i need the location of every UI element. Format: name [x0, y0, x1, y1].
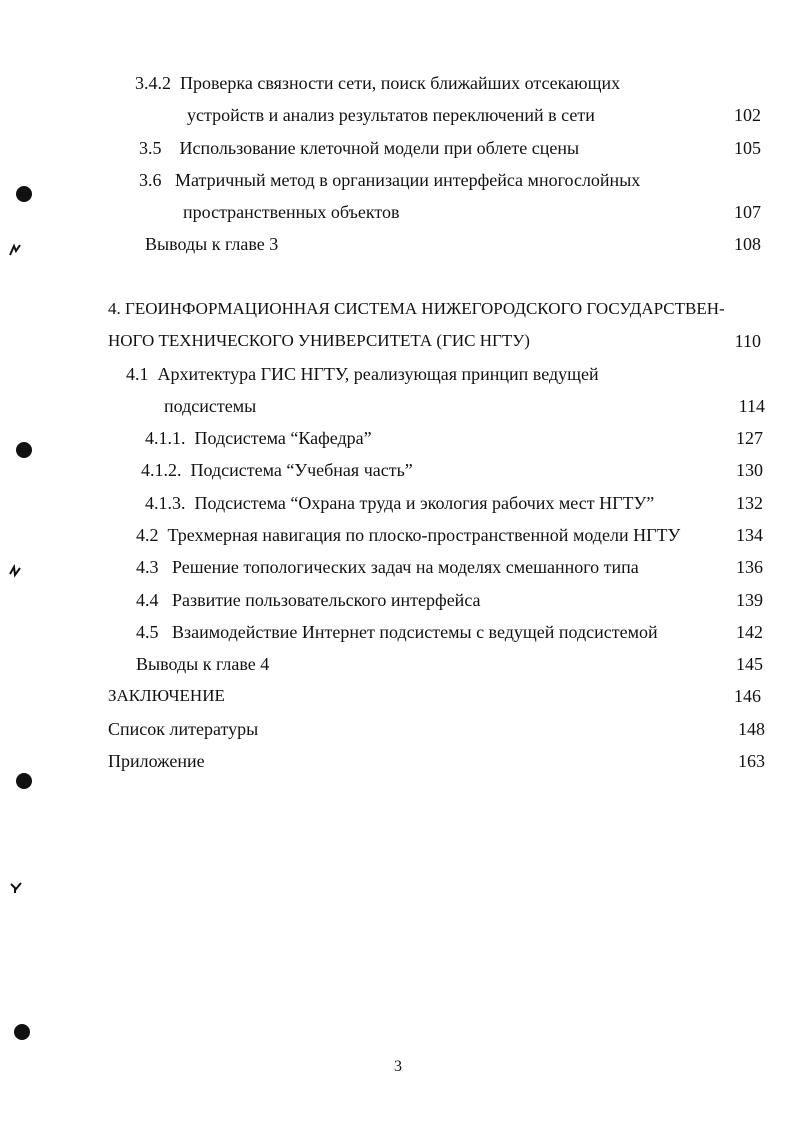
toc-page: 107 — [734, 202, 761, 222]
toc-page: 163 — [738, 751, 765, 771]
toc-page: 130 — [736, 460, 763, 480]
toc-entry — [108, 329, 530, 353]
binder-hole — [16, 186, 32, 202]
toc-entry — [108, 749, 205, 773]
page-number: 3 — [394, 1058, 402, 1075]
toc-entry — [139, 168, 640, 192]
toc-page: 132 — [736, 493, 763, 513]
toc-entry — [108, 684, 225, 708]
toc-page: 105 — [734, 138, 761, 158]
toc-title: Проверка связности сети, поиск ближайших отсекающих — [180, 73, 621, 93]
toc-title: Архитектура ГИС НГТУ, реализующая принцип ведущей — [157, 364, 599, 384]
toc-title: НОГО ТЕХНИЧЕСКОГО УНИВЕРСИТЕТА (ГИС НГТУ) — [108, 331, 530, 350]
toc-entry — [183, 200, 400, 224]
toc-page: 148 — [738, 719, 765, 739]
toc-number: 4.3 — [136, 557, 159, 577]
toc-number: 3.6 — [139, 170, 162, 190]
toc-title: Выводы к главе 4 — [136, 654, 270, 674]
toc-entry — [139, 136, 579, 160]
toc-number: 4.4 — [136, 590, 159, 610]
toc-number: 4.5 — [136, 622, 159, 642]
toc-entry — [145, 491, 654, 515]
toc-page: 108 — [734, 234, 761, 254]
toc-title: 4. ГЕОИНФОРМАЦИОННАЯ СИСТЕМА НИЖЕГОРОДСКОГО ГОСУДАРСТВЕН- — [108, 299, 725, 318]
toc-number: 4.1.3. — [145, 493, 186, 513]
toc-title: Использование клеточной модели при облете сцены — [179, 138, 580, 158]
binder-hole — [16, 773, 32, 789]
toc-entry — [136, 588, 481, 612]
toc-title: Список литературы — [108, 719, 259, 739]
toc-number: 4.1.2. — [141, 460, 182, 480]
toc-entry — [135, 71, 620, 95]
toc-page: 114 — [738, 396, 765, 416]
toc-page: 139 — [736, 590, 763, 610]
toc-number: 4.1 — [126, 364, 149, 384]
toc-entry — [126, 362, 599, 386]
toc-title: Выводы к главе 3 — [145, 234, 279, 254]
toc-number: 4.1.1. — [145, 428, 186, 448]
toc-number: 3.4.2 — [135, 73, 171, 93]
toc-entry — [108, 297, 725, 321]
toc-entry — [136, 652, 269, 676]
toc-entry — [136, 555, 639, 579]
scan-mark-icon — [8, 243, 22, 257]
toc-entry — [164, 394, 256, 418]
toc-title: Приложение — [108, 751, 205, 771]
toc-title: Трехмерная навигация по плоско-пространственной модели НГТУ — [167, 525, 681, 545]
toc-title: подсистемы — [164, 396, 257, 416]
toc-page: 102 — [734, 105, 761, 125]
binder-hole — [14, 1024, 30, 1040]
toc-entry — [187, 103, 595, 127]
toc-title: ЗАКЛЮЧЕНИЕ — [108, 686, 225, 705]
binder-hole — [16, 442, 32, 458]
toc-title: Подсистема “Охрана труда и экология рабочих мест НГТУ” — [194, 493, 655, 513]
toc-page: 110 — [734, 331, 761, 351]
toc-page: 146 — [734, 686, 761, 706]
toc-title: Подсистема “Кафедра” — [194, 428, 372, 448]
toc-entry — [108, 717, 258, 741]
toc-title: Взаимодействие Интернет подсистемы с ведущей подсистемой — [172, 622, 658, 642]
toc-entry — [145, 426, 372, 450]
toc-number: 3.5 — [139, 138, 162, 158]
scan-mark-icon — [9, 880, 23, 894]
toc-entry — [136, 523, 680, 547]
toc-entry — [141, 458, 413, 482]
toc-title: пространственных объектов — [183, 202, 400, 222]
toc-entry — [145, 232, 278, 256]
toc-title: Матричный метод в организации интерфейса многослойных — [175, 170, 641, 190]
toc-title: Подсистема “Учебная часть” — [190, 460, 413, 480]
toc-page: 136 — [736, 557, 763, 577]
scan-mark-icon — [8, 564, 22, 578]
toc-entry — [136, 620, 658, 644]
toc-title: устройств и анализ результатов переключений в сети — [187, 105, 595, 125]
toc-title: Решение топологических задач на моделях смешанного типа — [172, 557, 639, 577]
toc-number: 4.2 — [136, 525, 159, 545]
toc-title: Развитие пользовательского интерфейса — [172, 590, 481, 610]
toc-page: 145 — [736, 654, 763, 674]
toc-page: 127 — [736, 428, 763, 448]
toc-page: 134 — [736, 525, 763, 545]
toc-page: 142 — [736, 622, 763, 642]
